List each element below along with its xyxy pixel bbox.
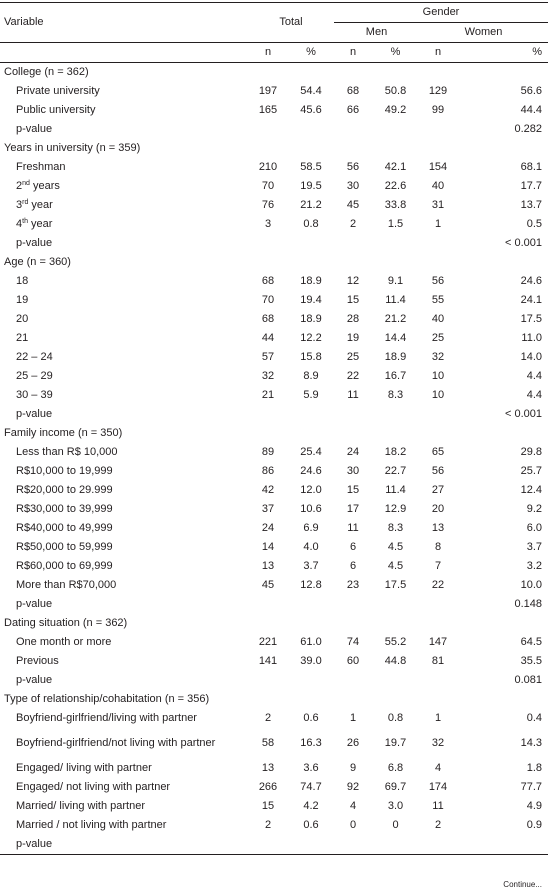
p-value-cell: 0.282 [514,123,543,135]
total-n-cell: 2 [264,819,272,831]
total-n-cell: 76 [261,199,275,211]
men-n-cell: 26 [346,737,360,749]
women-n-cell: 174 [428,781,448,793]
total-pct-cell: 21.2 [300,199,322,211]
total-n-cell: 68 [261,275,275,287]
total-pct-cell: 18.9 [300,275,322,287]
women-n-cell: 8 [434,541,442,553]
table-row [0,816,548,835]
total-n-cell: 165 [258,104,278,116]
table-row [0,652,548,671]
table-row [0,709,548,728]
total-n-cell: 44 [261,332,275,344]
women-n-cell: 10 [431,389,445,401]
table-row [0,386,548,405]
total-pct-cell: 0.6 [303,712,319,724]
men-n-cell: 11 [347,389,359,401]
total-n-cell: 221 [258,636,278,648]
women-pct-cell: 14.0 [520,351,543,363]
men-n-cell: 23 [346,579,360,591]
row-label: p-value [16,237,53,249]
table-row [0,310,548,329]
p-value-row [0,120,548,139]
men-n-cell: 30 [346,180,360,192]
section-header [0,690,548,709]
table-row [0,215,548,234]
row-label: Boyfriend-girlfriend/living with partner [16,712,197,724]
row-label: R$20,000 to 29.999 [16,484,113,496]
women-n-cell: 27 [431,484,445,496]
women-pct-cell: 25.7 [520,465,543,477]
table-row [0,443,548,462]
total-pct-cell: 19.5 [300,180,322,192]
women-pct-cell: 12.4 [520,484,543,496]
section-header [0,63,548,83]
total-n-cell: 70 [261,294,275,306]
p-value-cell: < 0.001 [505,237,543,249]
table-row [0,481,548,500]
header-total-n: n [248,43,288,63]
table-row [0,177,548,196]
row-label: R$60,000 to 69,999 [16,560,113,572]
row-label [0,215,248,234]
row-label: p-value [16,123,53,135]
table-row [0,158,548,177]
men-n-cell: 17 [346,503,360,515]
women-n-cell: 65 [431,446,445,458]
women-n-cell: 2 [434,819,442,831]
total-pct-cell: 19.4 [300,294,322,306]
men-n-cell: 2 [349,218,357,230]
total-n-cell: 24 [261,522,275,534]
section-header [0,253,548,272]
section-header [0,614,548,633]
total-pct-cell: 58.5 [300,161,322,173]
total-pct-cell: 39.0 [300,655,322,667]
table-row [0,538,548,557]
men-pct-cell: 0 [392,819,399,831]
row-label: 25 – 29 [16,370,53,382]
men-pct-cell: 49.2 [384,104,407,116]
header-men-n: n [334,43,372,63]
men-n-cell: 12 [346,275,360,287]
ordinal-number: 3 [16,199,23,211]
p-value-row [0,234,548,253]
header-women-n: n [419,43,457,63]
header-women-pct: % [457,43,548,63]
women-n-cell: 40 [431,180,445,192]
men-pct-cell: 19.7 [384,737,407,749]
men-pct-cell: 16.7 [384,370,407,382]
table-row [0,728,548,759]
row-label [0,177,248,196]
women-pct-cell: 1.8 [526,762,543,774]
table-row [0,101,548,120]
women-pct-cell: 29.8 [520,446,543,458]
total-n-cell: 70 [261,180,275,192]
women-n-cell: 99 [431,104,445,116]
table-row [0,367,548,386]
total-pct-cell: 45.6 [300,104,322,116]
men-pct-cell: 1.5 [387,218,404,230]
section-title: Family income (n = 350) [4,427,123,439]
row-label: p-value [0,835,248,855]
total-pct-cell: 61.0 [300,636,322,648]
table-row [0,329,548,348]
total-n-cell: 13 [261,560,275,572]
continue-note: Continue... [503,880,542,889]
women-pct-cell: 17.7 [520,180,543,192]
p-value-row [0,671,548,690]
p-value-cell: < 0.001 [505,408,543,420]
total-pct-cell: 18.9 [300,313,322,325]
total-n-cell: 141 [258,655,278,667]
p-value-row [0,835,548,855]
women-pct-cell: 10.0 [520,579,543,591]
row-label: Engaged/ living with partner [16,762,152,774]
row-label: R$50,000 to 59,999 [16,541,113,553]
men-n-cell: 30 [346,465,360,477]
women-n-cell: 1 [434,712,442,724]
total-n-cell: 42 [261,484,275,496]
row-label: p-value [16,598,53,610]
total-pct-cell: 24.6 [300,465,322,477]
table-row [0,633,548,652]
men-pct-cell: 22.7 [384,465,407,477]
total-pct-cell: 8.9 [303,370,319,382]
total-pct-cell: 4.0 [303,541,319,553]
women-n-cell: 55 [431,294,445,306]
women-n-cell: 10 [431,370,445,382]
row-label: Married / not living with partner [16,819,167,831]
women-pct-cell: 0.5 [526,218,543,230]
men-pct-cell: 69.7 [384,781,407,793]
men-n-cell: 0 [349,819,357,831]
table-row [0,272,548,291]
men-pct-cell: 33.8 [384,199,407,211]
row-label [0,196,248,215]
row-label: 18 [16,275,29,287]
data-table [0,2,548,855]
women-n-cell: 31 [431,199,445,211]
men-n-cell: 24 [346,446,360,458]
women-n-cell: 25 [431,332,445,344]
total-n-cell: 266 [258,781,278,793]
women-n-cell: 81 [431,655,445,667]
women-pct-cell: 0.9 [526,819,543,831]
row-label: Public university [16,104,96,116]
men-pct-cell: 50.8 [384,85,407,97]
women-n-cell: 32 [431,351,445,363]
total-pct-cell: 3.6 [303,762,319,774]
women-n-cell: 11 [432,800,444,812]
total-n-cell: 86 [261,465,275,477]
header-total: Total [248,3,334,43]
row-label: R$10,000 to 19,999 [16,465,113,477]
women-pct-cell: 64.5 [520,636,543,648]
men-n-cell: 22 [346,370,360,382]
ordinal-text: years [29,180,60,192]
table-row [0,778,548,797]
table-row [0,196,548,215]
men-n-cell: 60 [346,655,360,667]
total-pct-cell: 10.6 [300,503,322,515]
table-row [0,500,548,519]
header-women: Women [464,26,503,38]
section-title: Age (n = 360) [4,256,71,268]
women-pct-cell: 14.3 [520,737,543,749]
total-pct-cell: 16.3 [300,737,322,749]
total-pct-cell: 12.8 [300,579,322,591]
table-row [0,348,548,367]
total-pct-cell: 5.9 [303,389,319,401]
men-pct-cell: 8.3 [387,389,404,401]
women-n-cell: 20 [431,503,445,515]
men-n-cell: 4 [349,800,357,812]
total-pct-cell: 74.7 [300,781,322,793]
women-n-cell: 154 [428,161,448,173]
total-n-cell: 13 [261,762,275,774]
men-pct-cell: 6.8 [387,762,404,774]
row-label: Married/ living with partner [16,800,145,812]
total-n-cell: 15 [261,800,275,812]
total-pct-cell: 15.8 [300,351,322,363]
row-label: 19 [16,294,29,306]
men-pct-cell: 42.1 [384,161,407,173]
men-pct-cell: 0.8 [387,712,404,724]
p-value-row [0,405,548,424]
women-n-cell: 129 [428,85,448,97]
men-n-cell: 92 [346,781,360,793]
total-pct-cell: 6.9 [303,522,319,534]
p-value-cell [457,835,548,855]
total-n-cell: 210 [258,161,278,173]
women-pct-cell: 4.4 [526,370,543,382]
row-label: 30 – 39 [16,389,53,401]
men-pct-cell: 12.9 [384,503,407,515]
women-n-cell: 32 [431,737,445,749]
total-n-cell: 197 [258,85,278,97]
total-n-cell: 68 [261,313,275,325]
total-n-cell: 89 [261,446,275,458]
header-gender: Gender [334,3,548,23]
men-n-cell: 28 [346,313,360,325]
women-n-cell: 1 [434,218,442,230]
table-row [0,82,548,101]
header-men-pct: % [372,43,419,63]
section-header [0,424,548,443]
total-pct-cell: 12.2 [300,332,322,344]
men-n-cell: 9 [349,762,357,774]
section-title: College (n = 362) [4,66,89,78]
p-value-cell: 0.148 [514,598,543,610]
women-pct-cell: 68.1 [520,161,543,173]
row-label: Previous [16,655,59,667]
row-label: p-value [16,674,53,686]
men-pct-cell: 18.2 [384,446,407,458]
women-pct-cell: 11.0 [521,332,543,344]
ordinal-text: year [27,218,53,230]
total-pct-cell: 3.7 [303,560,319,572]
women-pct-cell: 6.0 [526,522,543,534]
men-pct-cell: 11.4 [385,484,406,496]
men-pct-cell: 14.4 [384,332,407,344]
men-pct-cell: 17.5 [384,579,407,591]
total-n-cell: 32 [261,370,275,382]
men-n-cell: 19 [346,332,360,344]
section-title: Type of relationship/cohabitation (n = 356) [4,693,210,705]
ordinal-number: 4 [16,218,23,230]
women-pct-cell: 3.7 [526,541,543,553]
total-n-cell: 3 [264,218,272,230]
row-label: Private university [16,85,100,97]
women-pct-cell: 9.2 [526,503,543,515]
men-pct-cell: 18.9 [384,351,407,363]
total-n-cell: 14 [261,541,275,553]
men-n-cell: 15 [346,484,360,496]
men-n-cell: 45 [346,199,360,211]
total-n-cell: 21 [261,389,275,401]
header-variable: Variable [0,3,248,43]
men-n-cell: 6 [349,541,357,553]
women-pct-cell: 24.1 [520,294,543,306]
men-pct-cell: 44.8 [384,655,407,667]
total-pct-cell: 0.8 [303,218,319,230]
ordinal-suffix: rd [22,199,29,206]
men-n-cell: 15 [346,294,360,306]
women-n-cell: 56 [431,275,445,287]
ordinal-suffix: th [22,218,28,225]
total-pct-cell: 25.4 [300,446,322,458]
women-n-cell: 22 [431,579,445,591]
men-n-cell: 1 [349,712,357,724]
table-row [0,519,548,538]
women-pct-cell: 24.6 [520,275,543,287]
table-row [0,557,548,576]
row-label: More than R$70,000 [16,579,117,591]
row-label: Freshman [16,161,66,173]
row-label: R$30,000 to 39,999 [16,503,113,515]
women-n-cell: 40 [431,313,445,325]
men-pct-cell: 3.0 [387,800,404,812]
men-pct-cell: 8.3 [387,522,404,534]
ordinal-number: 2 [16,180,23,192]
p-value-row [0,595,548,614]
row-label: 22 – 24 [16,351,53,363]
men-pct-cell: 11.4 [385,294,406,306]
women-pct-cell: 0.4 [526,712,543,724]
row-label: p-value [16,408,53,420]
p-value-cell: 0.081 [514,674,543,686]
men-n-cell: 66 [346,104,360,116]
men-n-cell: 74 [346,636,360,648]
women-n-cell: 7 [434,560,442,572]
total-pct-cell: 12.0 [300,484,322,496]
men-pct-cell: 55.2 [384,636,407,648]
women-pct-cell: 35.5 [520,655,543,667]
section-header [0,139,548,158]
women-pct-cell: 4.4 [526,389,543,401]
header-men: Men [365,26,388,38]
women-pct-cell: 13.7 [520,199,543,211]
total-pct-cell: 54.4 [300,85,322,97]
total-n-cell: 58 [261,737,275,749]
table-row [0,759,548,778]
women-n-cell: 147 [428,636,448,648]
ordinal-suffix: nd [22,180,30,187]
men-pct-cell: 4.5 [387,560,404,572]
women-n-cell: 4 [434,762,442,774]
women-pct-cell: 4.9 [526,800,543,812]
total-pct-cell: 0.6 [303,819,319,831]
table-row [0,576,548,595]
women-n-cell: 56 [431,465,445,477]
ordinal-text: year [28,199,53,211]
men-n-cell: 68 [346,85,360,97]
total-n-cell: 37 [261,503,275,515]
row-label: Boyfriend-girlfriend/not living with partner [16,737,216,749]
men-pct-cell: 22.6 [384,180,407,192]
men-pct-cell: 9.1 [387,275,404,287]
women-pct-cell: 44.4 [520,104,543,116]
total-n-cell: 45 [261,579,275,591]
total-pct-cell: 4.2 [303,800,319,812]
men-pct-cell: 4.5 [387,541,404,553]
row-label: 20 [16,313,29,325]
total-n-cell: 57 [261,351,275,363]
section-title: Dating situation (n = 362) [4,617,128,629]
women-n-cell: 13 [431,522,445,534]
men-n-cell: 25 [346,351,360,363]
row-label: R$40,000 to 49,999 [16,522,113,534]
row-label: One month or more [16,636,112,648]
header-total-pct: % [288,43,334,63]
section-title: Years in university (n = 359) [4,142,141,154]
women-pct-cell: 17.5 [520,313,543,325]
men-n-cell: 56 [346,161,360,173]
row-label: Less than R$ 10,000 [16,446,118,458]
women-pct-cell: 3.2 [526,560,543,572]
table-row [0,291,548,310]
men-n-cell: 11 [347,522,359,534]
total-n-cell: 2 [264,712,272,724]
men-n-cell: 6 [349,560,357,572]
men-pct-cell: 21.2 [384,313,407,325]
table-row [0,462,548,481]
women-pct-cell: 56.6 [520,85,543,97]
women-pct-cell: 77.7 [520,781,543,793]
row-label: Engaged/ not living with partner [16,781,171,793]
row-label: 21 [16,332,29,344]
table-row [0,797,548,816]
